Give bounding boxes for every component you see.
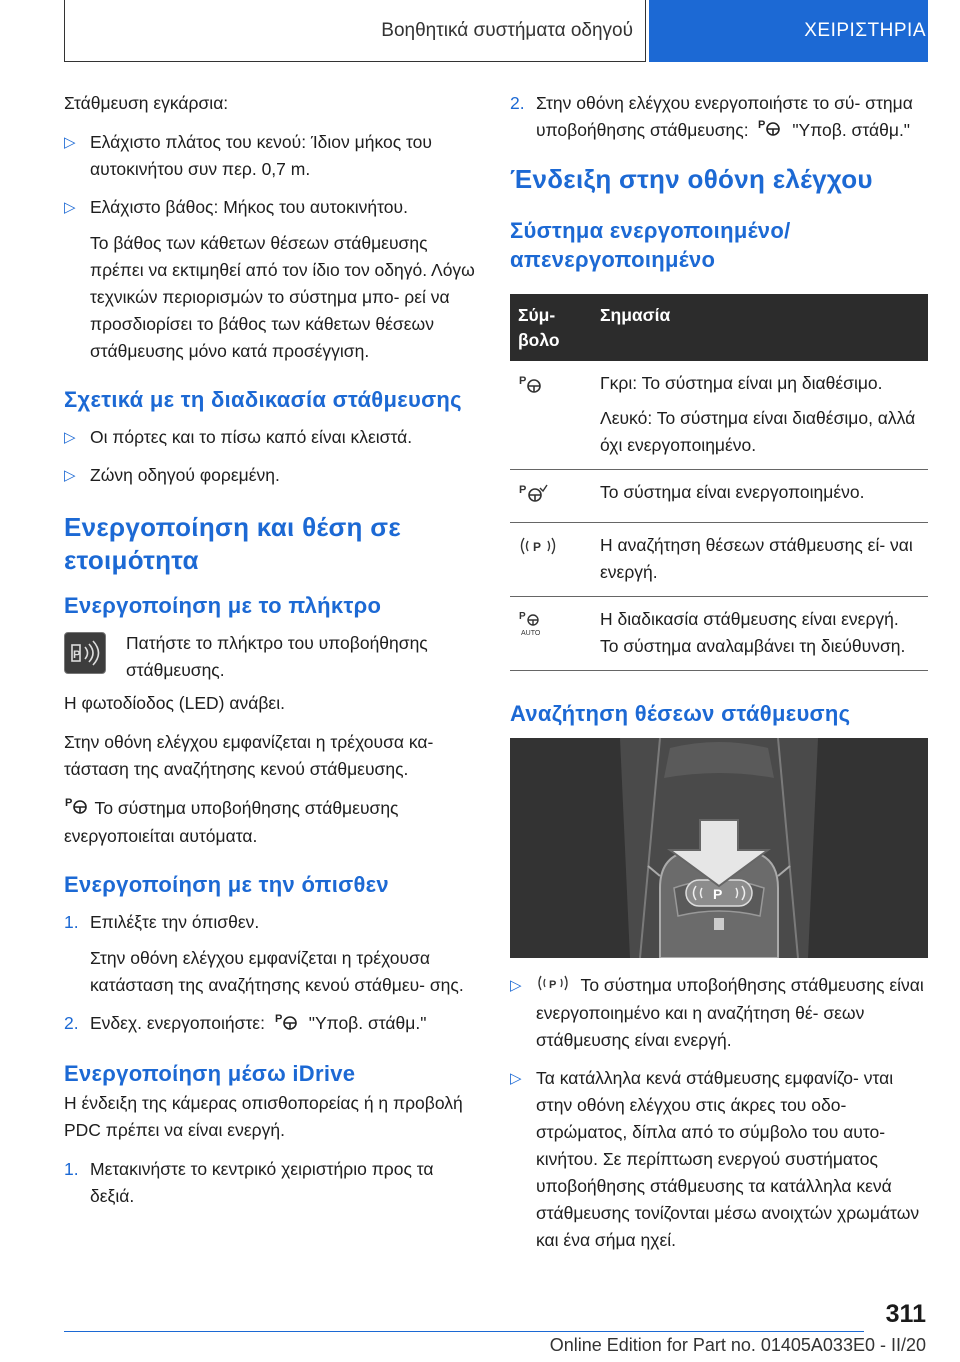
- idrive-text: Η ένδειξη της κάμερας οπισθοπορείας ή η προβολή PDC πρέπει να είναι ενεργή.: [64, 1092, 463, 1140]
- meaning-cell: [592, 470, 928, 523]
- button-instruction: [64, 630, 478, 684]
- list-item: [64, 1010, 478, 1038]
- step-number: 2.: [64, 1013, 79, 1034]
- symbol-cell: [510, 361, 592, 470]
- step-text: Μετακινήστε το κεντρικό χειριστήριο προς τα δεξιά.: [90, 1158, 434, 1206]
- parking-assist-active-icon: [64, 795, 90, 823]
- page-header: [64, 0, 928, 64]
- button-text: Πατήστε το πλήκτρο του υποβοήθησης στάθμευσης.: [126, 633, 428, 680]
- meaning-line: Λευκό: Το σύστημα είναι διαθέσιμο, αλλά όχι ενεργοποιημένο.: [600, 408, 916, 456]
- triangle-marker-icon: ▷: [64, 199, 76, 216]
- heading-idrive: Ενεργοποίηση μέσω iDrive: [64, 1060, 356, 1086]
- table-header-row: [510, 294, 928, 361]
- svg-text:P: P: [533, 540, 542, 555]
- step-subtext: Στην οθόνη ελέγχου εμφανίζεται η τρέχουσα κατάσταση της αναζήτησης κενού στάθμευ- σης.: [90, 948, 464, 996]
- svg-text:P: P: [274, 1012, 283, 1025]
- step-text: Επιλέξτε την όπισθεν.: [90, 912, 260, 933]
- step-text-menu: "Υποβ. στάθμ.": [792, 120, 911, 140]
- triangle-marker-icon: ▷: [510, 977, 522, 995]
- table-row: [510, 523, 928, 597]
- parking-search-illustration: [510, 738, 928, 958]
- parking-search-icon: [518, 541, 558, 561]
- auto-text: Το σύστημα υποβοήθησης στάθμευσης ενεργοποιείται αυτόματα.: [64, 798, 399, 847]
- parking-assist-active-icon: [757, 117, 783, 145]
- auto-label: AUTO: [521, 630, 541, 638]
- svg-text:P: P: [519, 375, 527, 388]
- step-number: 1.: [64, 1158, 79, 1179]
- list-item-subtext: Το βάθος των κάθετων θέσεων στάθμευσης πρέπει να εκτιμηθεί από τον ίδιο τον οδηγό. Λόγω τεχνικών περιορισμών το σύστημα μπο- ρεί να προσδιορίσει το βάθος των κάθετων θέσεων στάθμευσης μόνο κατά προσέγγιση.: [90, 233, 475, 361]
- section-tab: [649, 0, 928, 62]
- list-item-text: Ζώνη οδηγού φορεμένη.: [90, 465, 280, 485]
- chapter-title: Βοηθητικά συστήματα οδηγού: [64, 0, 646, 62]
- p-label: P: [713, 886, 723, 903]
- triangle-marker-icon: ▷: [64, 429, 76, 446]
- meaning-line: Η διαδικασία στάθμευσης είναι ενεργή. Το σύστημα αναλαμβάνει τη διεύθυνση.: [600, 609, 906, 657]
- table-row: [510, 470, 928, 523]
- step-text: Ενδεχ. ενεργοποιήστε:: [90, 1013, 265, 1034]
- parking-assist-active-icon: [274, 1011, 300, 1039]
- heading-search: Αναζήτηση θέσεων στάθμευσης: [510, 701, 851, 727]
- list-item-text: Ελάχιστο βάθος: Μήκος του αυτοκινήτου.: [90, 197, 408, 217]
- list-item: [510, 972, 928, 1054]
- list-item: [510, 1065, 928, 1254]
- meaning-line: Γκρι: Το σύστημα είναι μη διαθέσιμο.: [600, 373, 883, 394]
- led-text: Η φωτοδίοδος (LED) ανάβει.: [64, 693, 285, 713]
- parking-assist-active-icon: [518, 484, 548, 508]
- list-item: [64, 462, 478, 489]
- symbol-cell: [510, 523, 592, 597]
- triangle-marker-icon: ▷: [64, 134, 76, 151]
- section-title: ΧΕΙΡΙΣΤΗΡΙΑ: [804, 20, 926, 41]
- meaning-cell: [592, 597, 928, 671]
- heading-process: Σχετικά με τη διαδικασία στάθμευσης: [64, 387, 462, 412]
- triangle-marker-icon: ▷: [510, 1070, 522, 1088]
- svg-text:P: P: [519, 484, 527, 497]
- symbol-cell: [510, 597, 592, 671]
- list-item-text: Ελάχιστο πλάτος του κενού: Ίδιον μήκος του αυτοκινήτου συν περ. 0,7 m.: [90, 132, 432, 179]
- footer-edition: Online Edition for Part no. 01405A033E0 - II/20: [549, 1335, 926, 1355]
- parking-assist-button-icon: [64, 632, 106, 674]
- step-text-menu: "Υποβ. στάθμ.": [308, 1013, 427, 1034]
- heading-reverse: Ενεργοποίηση με την όπισθεν: [64, 872, 389, 898]
- svg-text:P: P: [519, 611, 526, 623]
- meaning-line: Η αναζήτηση θέσεων στάθμευσης εί- ναι ενεργή.: [600, 535, 913, 583]
- auto-activation-text: [64, 795, 478, 850]
- parking-search-icon: [536, 973, 570, 1000]
- svg-text:P: P: [758, 119, 766, 132]
- list-item: [64, 909, 478, 999]
- list-item: [64, 1156, 478, 1210]
- list-item-text: Το σύστημα υποβοήθησης στάθμευσης είναι ενεργοποιημένο και η αναζήτηση θέ- σεων στάθμευσης είναι ενεργή.: [536, 975, 924, 1051]
- triangle-marker-icon: ▷: [64, 467, 76, 484]
- meaning-cell: [592, 523, 928, 597]
- list-item-text: Οι πόρτες και το πίσω καπό είναι κλειστά.: [90, 427, 413, 447]
- meaning-cell: [592, 361, 928, 470]
- list-item: [510, 90, 928, 145]
- page-number: 311: [885, 1300, 926, 1328]
- column-header-symbol: Σύμ- βολο: [510, 294, 592, 361]
- svg-text:P: P: [65, 797, 73, 810]
- intro-text: Στάθμευση εγκάρσια:: [64, 93, 229, 113]
- step-text: Στην οθόνη ελέγχου ενεργοποιήστε το σύ- στημα υποβοήθησης στάθμευσης:: [536, 93, 913, 140]
- list-item: [64, 194, 478, 365]
- symbol-table: [510, 294, 928, 671]
- display-text: Στην οθόνη ελέγχου εμφανίζεται η τρέχουσα κα- τάσταση της αναζήτησης κενού στάθμευσης.: [64, 732, 434, 779]
- heading-activation: Ενεργοποίηση και θέση σε ετοιμότητα: [64, 512, 401, 575]
- right-column: [510, 90, 928, 1265]
- list-item: [64, 424, 478, 451]
- heading-system: Σύστημα ενεργοποιημένο/ απενεργοποιημένο: [510, 218, 791, 273]
- table-row: [510, 361, 928, 470]
- heading-display: Ένδειξη στην οθόνη ελέγχου: [510, 164, 873, 195]
- footer-divider: [64, 1331, 864, 1332]
- parking-auto-icon: [518, 611, 548, 641]
- heading-button: Ενεργοποίηση με το πλήκτρο: [64, 593, 382, 618]
- list-item-text: Τα κατάλληλα κενά στάθμευσης εμφανίζο- νται στην οθόνη ελέγχου στις άκρες του οδο- στρώματος, δίπλα από το σύμβολο του αυτο- κινήτου. Σε περίπτωση ενεργού συστήματος υποβοήθησης στάθμευσης τα κατάλληλα κενά στάθμευσης τονίζονται μέσω ανοιχτών χρωμάτων και ένα σήμα ηχεί.: [536, 1068, 920, 1251]
- parking-assist-grey-icon: [518, 375, 544, 399]
- column-header-meaning: Σημασία: [592, 294, 928, 361]
- table-row: [510, 597, 928, 671]
- left-column: [64, 90, 478, 1221]
- step-number: 1.: [64, 912, 79, 933]
- svg-text:P: P: [549, 979, 557, 992]
- step-number: 2.: [510, 93, 525, 113]
- meaning-line: Το σύστημα είναι ενεργοποιημένο.: [600, 482, 865, 503]
- svg-text:P: P: [73, 649, 81, 661]
- symbol-cell: [510, 470, 592, 523]
- list-item: [64, 129, 478, 183]
